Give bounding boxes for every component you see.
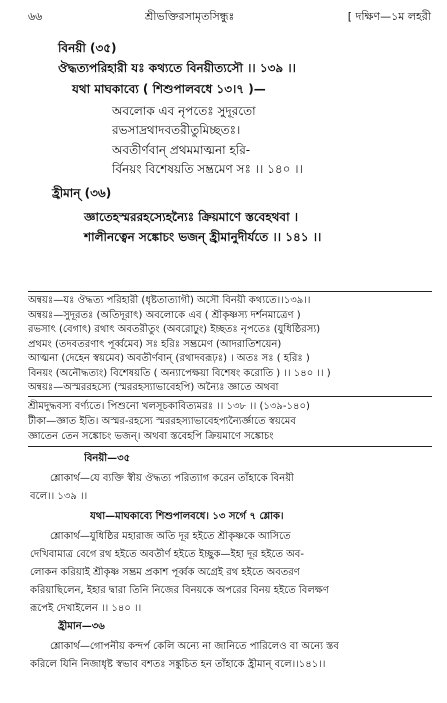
anvaya-line: অন্বয়ঃ—সুদূরতঃ (অতিদূরাৎ) অবলোকে এব ( শ্রীকৃষ্ণস্য দর্শনমাত্রেণ ) <box>28 309 301 321</box>
translation-line: বলে।। ১৩৯ ।। <box>30 491 88 502</box>
anvaya-line: প্রথমং (তদবতরণাৎ পূর্ব্বমেব) সঃ হরিঃ সম্ভ্রমেণ (আদরাতিশয়েন) <box>28 338 282 350</box>
section-label: [ দক্ষিণ—১ম লহরী <box>347 10 431 23</box>
verse-line: শালীনত্বেন সঙ্কোচং ভজন্ হ্রীমানুদীর্যতে ।। ১৪১ ।। <box>84 230 322 244</box>
anvaya-line: বিনয়ং (অনৌদ্ধত্যং) বিশেষয়তি ( অন্যাপেক্ষয়া বিশেষং করোতি ) ।। ১৪০ ।। ) <box>28 367 331 379</box>
tika-line: জ্ঞাতেন তেন সঙ্কোচং ভজন্। অথবা স্তবেহপি ক্রিয়মাণে সঙ্কোচং <box>28 431 274 442</box>
verse-line: যথা মাঘকাব্যে ( শিশুপালবধে ১৩।৭ )— <box>72 82 266 96</box>
translation-line: যথা—মাঘকাব্যে শিশুপালবধে। ১৩ সর্গে ৭ শ্লোক। <box>90 511 284 522</box>
translation-line: লোকন করিয়াই শ্রীকৃষ্ণ সম্ভ্রম প্রকাশ পূর্ব্বক অগ্রেই রথ হইতে অবতরণ <box>30 567 300 578</box>
verse-line: জ্ঞাতেহস্মররহস্যেহন্যৈঃ ক্রিয়মাণে স্তবেহথবা । <box>84 210 299 224</box>
tika-line: শ্রীমদুদ্ধবস্য বর্ণ্যতে। পিশুনো খলসূচকাবিত্যমরঃ ।। ১৩৮ ।। (১৩৯-১৪০) <box>28 401 310 412</box>
translation-line: করিলে যিনি নিজাধৃষ্ট স্বভাব বশতঃ সঙ্কুচিত হন তাঁহাকে হ্রীমান্ বলে।।১৪১।। <box>30 659 326 670</box>
anvaya-line: অন্বয়ঃ—অস্মররহস্যে (স্মররহস্যাভাবেহপি) অন্যৈঃ জ্ঞাতে অথবা <box>28 382 279 393</box>
divider <box>28 446 432 447</box>
verse-line: রভসাদ্রথাদবতরীতুমিচ্ছতঃ। <box>112 123 241 137</box>
page-number: ৬৬ <box>28 10 43 23</box>
anvaya-line: রভসাৎ (বেগাৎ) রথাৎ অবতরীতুং (অবরোঢ়ুং) ইচ্ছতঃ নৃপতেঃ (যুধিষ্ঠিরস্য) <box>28 324 321 335</box>
tika-block <box>28 399 432 444</box>
tika-line: টীকা—জ্ঞাত ইতি। অস্মর-রহস্যে স্মররহস্যাভাবেহপ্যন্যৈর্জ্ঞাতে স্বয়মেব <box>28 416 296 427</box>
book-title: শ্রীভক্তিরসামৃতসিন্ধুঃ <box>145 10 235 23</box>
anvaya-line: অন্বয়ঃ—যঃ ঔদ্ধত্য পরিহারী (ধৃষ্টতাত্যাগী) অসৌ বিনয়ী কথ্যতে।।১৩৯।। <box>28 295 311 306</box>
translation-line: শ্লোকার্থ—গোপনীয় কন্দর্প কেলি অন্যে না জানিতে পারিলেও বা অন্যে স্তব <box>50 641 339 652</box>
translation-line: দেখিবামাত্র বেগে রথ হইতে অবতীর্ণ হইতে ইচ্ছুক—ইহা দূর হইতে অব- <box>30 549 304 560</box>
divider <box>28 291 432 292</box>
verse-line: হ্রীমান্ (৩৬) <box>52 186 112 200</box>
verse-line: র্বিনয়ং বিশেষয়তি সম্ভ্রমেণ সঃ ।। ১৪০ ।। <box>112 162 303 176</box>
verse-line: ঔদ্ধত্যপরিহারী যঃ কথ্যতে বিনয়ীত্যসৌ ।। ১৩৯ ।। <box>58 61 296 75</box>
translation-line: করিয়াছিলেন, ইহার দ্বারা তিনি নিজের বিনয়কে অপরের বিনয় হইতে বিলক্ষণ <box>30 585 329 596</box>
anvaya-block <box>28 294 432 396</box>
translation-line: বিনয়ী—৩৫ <box>84 453 131 464</box>
translation-line: রূপেই দেখাইলেন ।। ১৪০ ।। <box>30 603 142 614</box>
anvaya-line: আত্মনা (দেহেন স্বয়মেব) অবতীর্ণবান্ (রথাদবরূঢ়ঃ) । অতঃ সঃ ( হরিঃ ) <box>28 353 310 364</box>
verse-line: অবলোক এব নৃপতেঃ সুদূরতো <box>112 104 256 118</box>
verse-line: বিনয়ী (৩৫) <box>58 41 117 55</box>
translation-line: শ্লোকার্থ—যে ব্যক্তি স্বীয় ঔদ্ধত্য পরিত্যাগ করেন তাঁহাকে বিনয়ী <box>50 473 294 484</box>
verse-line: অবতীর্ণবান্ প্রথমমাত্মনা হরি- <box>112 143 251 157</box>
translation-line: হ্রীমান—৩৬ <box>58 621 105 632</box>
divider <box>28 396 432 397</box>
translation-line: শ্লোকার্থ—যুধিষ্ঠির মহারাজ অতি দূর হইতে শ্রীকৃষ্ণকে আসিতে <box>50 531 291 542</box>
